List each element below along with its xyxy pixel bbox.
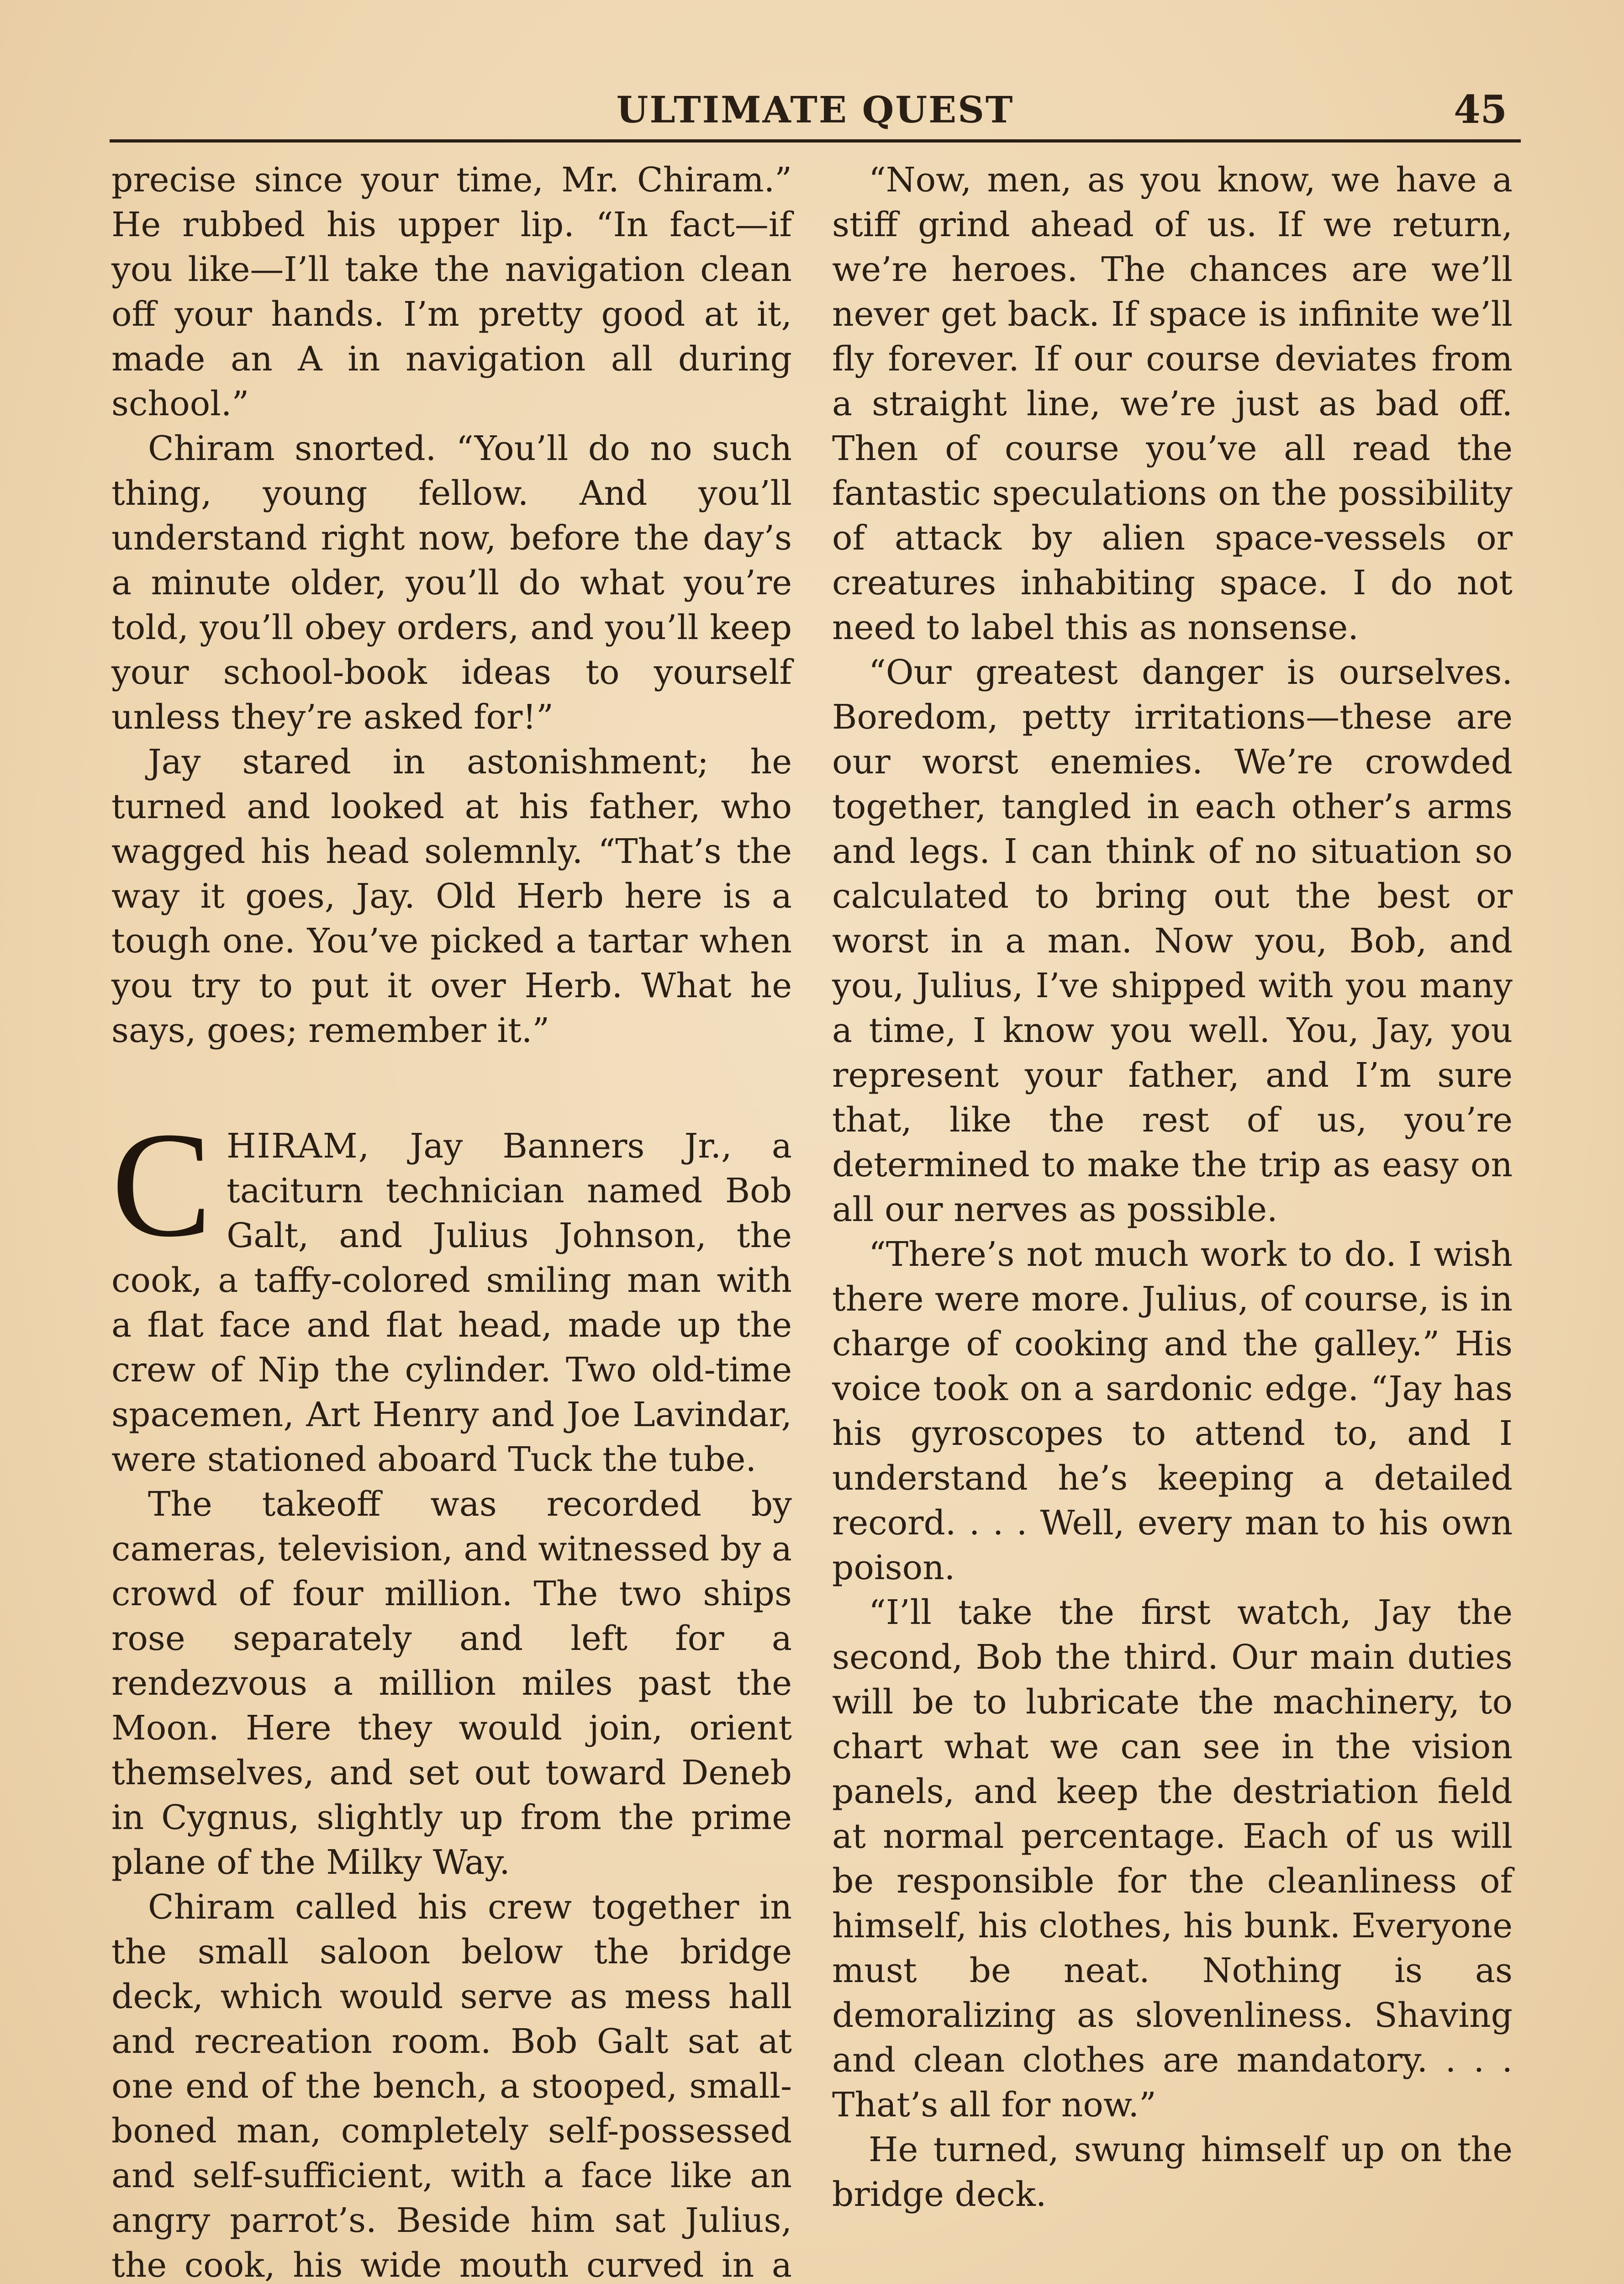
right-column [832, 158, 1513, 2284]
paragraph-text: Jay Banners Jr., a taciturn technician named Bob Galt, and Julius Johnson, the cook, a taffy-colored smiling man with a flat face and flat head, made up the crew of Nip the cylinder. Two old-time spacemen, Art Henry and Joe Lavindar, were stationed aboard Tuck the tube. [111, 1126, 792, 1479]
left-column [111, 158, 792, 2284]
drop-cap: C [111, 1101, 212, 1268]
paragraph: “I’ll take the first watch, Jay the second, Bob the third. Our main duties will be to lubricate the machinery, to chart what we can see in the vision panels, and keep the destriation field at normal percentage. Each of us will be responsible for the cleanliness of himself, his clothes, his bunk. Everyone must be neat. Nothing is as demoralizing as slovenliness. Shaving and clean clothes are mandatory. . . . That’s all for now.” [832, 1593, 1513, 2125]
section-opening-paragraph [111, 1101, 792, 1482]
paragraph: Chiram snorted. “You’ll do no such thing, young fellow. And you’ll understand right now, before the day’s a minute older, you’ll do what you’re told, you’ll obey orders, and you’ll keep your school-book ideas to yourself unless they’re asked for!” [111, 429, 792, 737]
paragraph: He turned, swung himself up on the bridge deck. [832, 2130, 1513, 2214]
page-header [110, 85, 1521, 143]
paragraph: precise since your time, Mr. Chiram.” He rubbed his upper lip. “In fact—if you like—I’ll take the navigation clean off your hands. I’m pretty good at it, made an A in navigation all during school.” [111, 160, 792, 423]
paragraph: Jay stared in astonishment; he turned and looked at his father, who wagged his head solemnly. “That’s the way it goes, Jay. Old Herb here is a tough one. You’ve picked a tartar when you try to put it over Herb. What he says, goes; remember it.” [111, 742, 792, 1050]
paragraph: “Now, men, as you know, we have a stiff grind ahead of us. If we return, we’re heroes. The chances are we’ll never get back. If space is infinite we’ll fly forever. If our course deviates from a straight line, we’re just as bad off. Then of course you’ve all read the fantastic speculations on the possibility of attack by alien space-vessels or creatures inhabiting space. I do not need to label this as nonsense. [832, 160, 1513, 647]
paragraph: Chiram called his crew together in the small saloon below the bridge deck, which would serve as mess hall and recreation room. Bob Galt sat at one end of the bench, a stooped, small-boned man, completely self-possessed and self-sufficient, with a face like an angry parrot’s. Beside him sat Julius, the cook, his wide mouth curved in a [111, 1887, 792, 2284]
paragraph: The takeoff was recorded by cameras, television, and witnessed by a crowd of four million. The two ships rose separately and left for a rendezvous a million miles past the Moon. Here they would join, orient themselves, and set out toward Deneb in Cygnus, slightly up from the prime plane of the Milky Way. [111, 1485, 792, 1882]
page-number: 45 [1454, 87, 1507, 132]
lead-in: HIRAM, [227, 1126, 370, 1166]
paragraph: “Our greatest danger is ourselves. Boredom, petty irritations—these are our worst enemies. We’re crowded together, tangled in each other’s arms and legs. I can think of no situation so calculated to bring out the best or worst in a man. Now you, Bob, and you, Julius, I’ve shipped with you many a time, I know you well. You, Jay, you represent your father, and I’m sure that, like the rest of us, you’re determined to make the trip as easy on all our nerves as possible. [832, 653, 1513, 1229]
running-head: ULTIMATE QUEST [616, 88, 1014, 131]
paragraph: “There’s not much work to do. I wish there were more. Julius, of course, is in charge of cooking and the galley.” His voice took on a sardonic edge. “Jay has his gyroscopes to attend to, and I understand he’s keeping a detailed record. . . . Well, every man to his own poison. [832, 1235, 1513, 1587]
